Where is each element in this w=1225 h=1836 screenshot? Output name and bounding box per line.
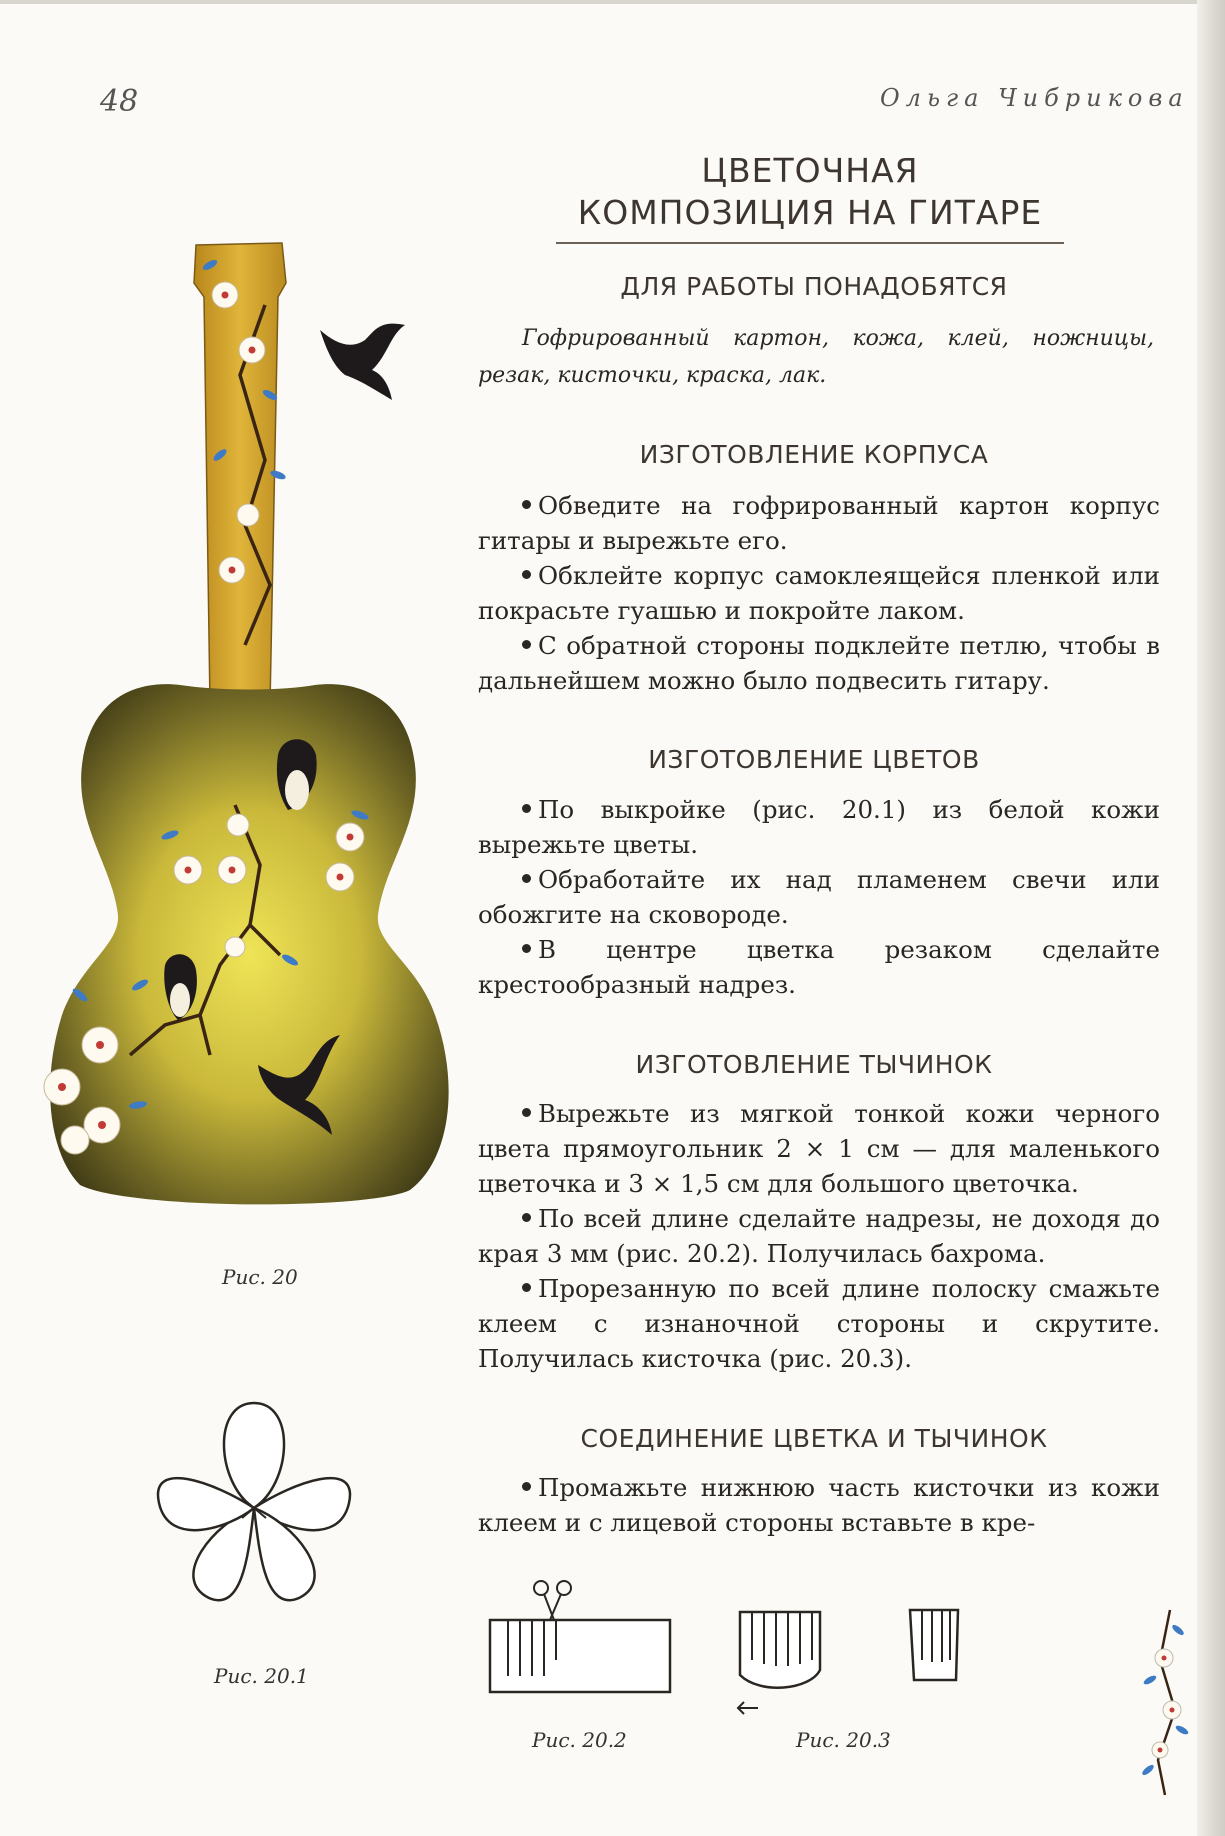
section-heading-joining: СОЕДИНЕНИЕ ЦВЕТКА И ТЫЧИНОК [580, 1424, 1048, 1453]
step-item: По всей длине сделайте надрезы, не доходя до края 3 мм (рис. 20.2). Получилась бахрома. [478, 1204, 1160, 1268]
decorative-sprig [1120, 1600, 1200, 1800]
step-item: Обведите на гофрированный картон корпус гитары и вырежьте его. [478, 491, 1160, 555]
page-number: 48 [100, 84, 139, 119]
step-item: Промажьте нижнюю часть кисточки из кожи клеем и с лицевой стороны вставьте в кре- [478, 1473, 1160, 1537]
step-item: Прорезанную по всей длине полоску смажьте клеем с изнаночной стороны и скрутите. Получилась кисточка (рис. 20.3). [478, 1274, 1160, 1373]
step-item: С обратной стороны подклейте петлю, чтобы в дальнейшем можно было подвесить гитару. [478, 631, 1160, 695]
bullet [522, 1283, 531, 1292]
caption-fig20-3: Рис. 20.3 [796, 1728, 891, 1752]
flower-pattern-diagram [144, 1398, 364, 1618]
scissors-icon [534, 1581, 571, 1620]
section-heading-flowers: ИЗГОТОВЛЕНИЕ ЦВЕТОВ [648, 745, 980, 774]
caption-fig20: Рис. 20 [222, 1265, 298, 1289]
bullet [522, 1482, 531, 1491]
bullet [522, 804, 531, 813]
title-line-1: ЦВЕТОЧНАЯ [701, 151, 919, 190]
running-header-author: Ольга Чибрикова [880, 84, 1189, 112]
article-title [540, 150, 1080, 234]
section-heading-body: ИЗГОТОВЛЕНИЕ КОРПУСА [639, 440, 989, 469]
bullet [522, 944, 531, 953]
guitar-illustration [20, 225, 480, 1225]
step-item: По выкройке (рис. 20.1) из белой кожи вырежьте цветы. [478, 795, 1160, 859]
step-item: Обработайте их над пламенем свечи или обожгите на сковороде. [478, 865, 1160, 929]
step-item: Вырежьте из мягкой тонкой кожи черного цвета прямоугольник 2 × 1 см — для маленького цветочка и 3 × 1,5 см для большого цветочка. [478, 1099, 1160, 1198]
materials-text: Гофрированный картон, кожа, клей, ножницы, резак, кисточки, краска, лак. [478, 326, 1154, 388]
bullet [522, 640, 531, 649]
tassel-rolling-diagram [730, 1600, 990, 1720]
title-line-2: КОМПОЗИЦИЯ НА ГИТАРЕ [577, 193, 1043, 232]
title-underline [556, 242, 1064, 244]
page-binding-edge [1197, 0, 1225, 1836]
bullet [522, 1213, 531, 1222]
section-heading-stamens: ИЗГОТОВЛЕНИЕ ТЫЧИНОК [635, 1050, 993, 1079]
bullet [522, 570, 531, 579]
bullet [522, 1108, 531, 1117]
step-item: Обклейте корпус самоклеящейся пленкой или покрасьте гуашью и покройте лаком. [478, 561, 1160, 625]
bullet [522, 874, 531, 883]
page-top-edge [0, 0, 1225, 4]
materials-heading: ДЛЯ РАБОТЫ ПОНАДОБЯТСЯ [620, 272, 1008, 301]
fringe-cutting-diagram [486, 1580, 686, 1700]
caption-fig20-1: Рис. 20.1 [214, 1664, 309, 1688]
bullet [522, 500, 531, 509]
step-item: В центре цветка резаком сделайте крестообразный надрез. [478, 935, 1160, 999]
caption-fig20-2: Рис. 20.2 [532, 1728, 627, 1752]
